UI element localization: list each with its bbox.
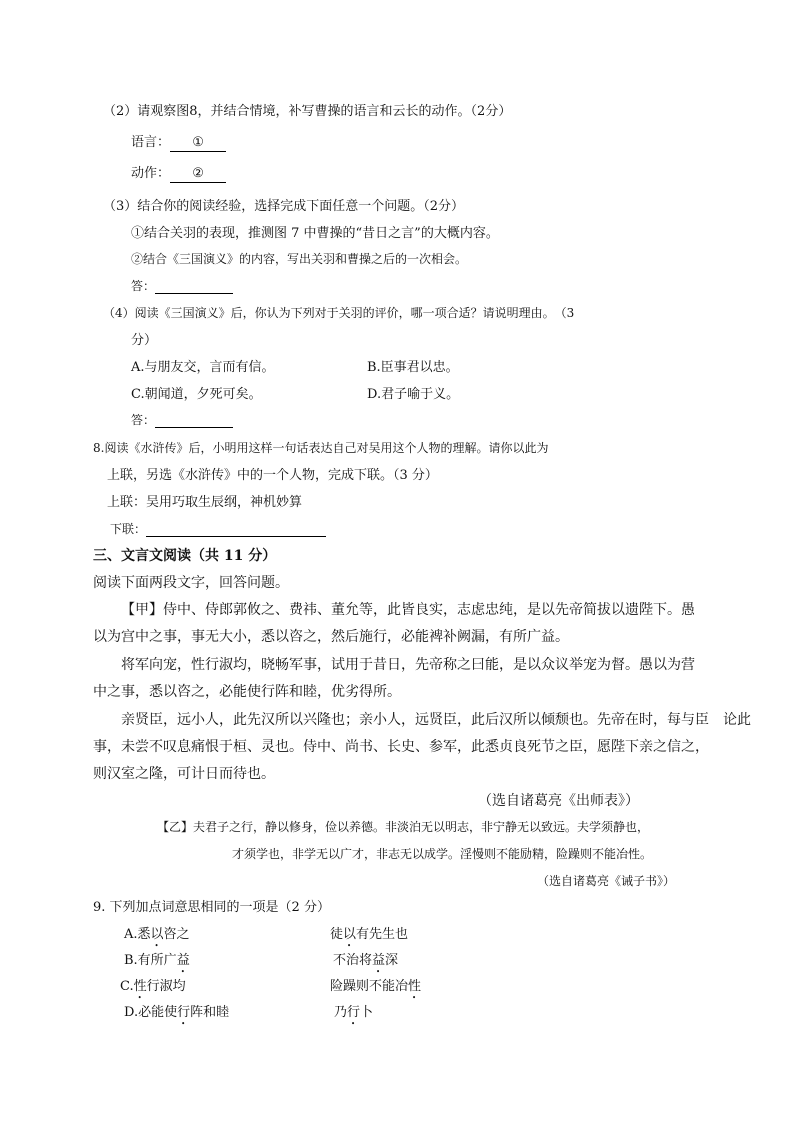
q8-line2: 上联，另选《水浒传》中的一个人物，完成下联。（3 分） [107,468,438,483]
q2-language-row [131,135,226,152]
q4-option-b: B.臣事君以忠。 [367,360,459,375]
section3-heading: 三、文言文阅读（共 11 分） [93,548,277,564]
q9-a-left-dotted: 以 [150,927,164,942]
q2-action-blank[interactable]: ② [170,166,226,183]
q9-a-left-text: A.悉 [124,927,151,942]
q9-d-left-text-after: 阵和睦 [190,1005,230,1020]
q3-option-2: ②结合《三国演义》的内容，写出关羽和曹操之后的一次相会。 [131,252,468,266]
q9-d-right-text-after: 卜 [360,1005,374,1020]
q9-c-right-dotted: 性 [408,979,422,994]
q9-b-left-text: B.有所广 [124,953,177,968]
q9-a-right-text-after: 有先生也 [356,927,409,942]
q9-c-left-dotted: 性 [133,979,147,994]
q9-option-a-right [330,927,408,950]
q4-option-c: C.朝闻道，夕死可矣。 [131,387,262,402]
q2-prompt: （2）请观察图8，并结合情境，补写曹操的语言和云长的动作。（2分） [103,104,512,119]
q2-language-blank[interactable]: ① [170,135,226,152]
q9-option-b-right [333,953,398,976]
q9-option-d-left [124,1005,229,1028]
section3-instruction: 阅读下面两段文字，回答问题。 [93,575,289,591]
q4-option-a: A.与朋友交，言而有信。 [131,360,275,375]
q8-lower-label: 下联： [110,522,147,536]
jia-p1-line1: 【甲】侍中、侍郎郭攸之、费祎、董允等，此皆良实，志虑忠纯，是以先帝简拔以遗陛下。愚 [121,602,695,618]
jia-p3-line1: 亲贤臣，远小人，此先汉所以兴隆也；亲小人，远贤臣，此后汉所以倾颓也。先帝在时，每与臣 论此 [121,712,751,728]
q9-a-left-text-after: 咨之 [163,927,190,942]
q9-d-right-text: 乃 [334,1005,348,1020]
jia-p3-line3: 则汉室之隆，可计日而待也。 [93,766,275,782]
jia-p1-line2: 以为宫中之事，事无大小，悉以咨之，然后施行，必能裨补阙漏，有所广益。 [93,629,569,645]
jia-p3-line2: 事，未尝不叹息痛恨于桓、灵也。侍中、尚书、长史、参军，此悉贞良死节之臣，愿陛下亲之信之， [93,739,709,755]
q9-d-right-dotted: 行 [347,1005,361,1020]
q9-prompt: 9. 下列加点词意思相同的一项是（2 分） [93,900,330,915]
jia-p2-line1: 将军向宠，性行淑均，晓畅军事，试用于昔日，先帝称之曰能，是以众议举宠为督。愚以为营 [121,657,695,673]
q4-answer-blank[interactable] [155,413,233,428]
q2-action-row [131,166,226,183]
q8-lower-row [110,522,326,537]
q4-prompt-line2: 分） [131,333,158,348]
q9-b-right-dotted: 益 [372,953,386,968]
q2-action-label: 动作： [131,166,171,181]
q8-line1: 8.阅读《水浒传》后，小明用这样一句话表达自己对吴用这个人物的理解。请你以此为 [93,441,549,455]
q9-option-c-left [120,979,186,1002]
jia-source: （选自诸葛亮《出师表》） [478,793,639,809]
q9-option-d-right [334,1005,373,1028]
q9-b-right-text-after: 深 [385,953,399,968]
q9-a-right-text: 徒 [330,927,344,942]
q3-answer-row [131,279,233,294]
q3-option-1: ①结合关羽的表现，推测图 7 中曹操的“昔日之言”的大概内容。 [131,226,499,241]
q8-lower-blank[interactable] [146,522,326,537]
yi-source: （选自诸葛亮《诫子书》） [537,874,676,888]
q9-option-b-left [124,953,190,976]
q9-option-c-right [330,979,421,1002]
q9-d-left-text: D.必能使 [124,1005,178,1020]
q4-option-d: D.君子喻于义。 [367,387,460,402]
q4-prompt-line1: （4）阅读《三国演义》后，你认为下列对于关羽的评价，哪一项合适？请说明理由。 （3 [103,306,575,320]
q4-answer-row [131,413,233,428]
q3-answer-blank[interactable] [155,279,233,294]
q2-language-label: 语言： [131,135,171,150]
q3-prompt: （3）结合你的阅读经验，选择完成下面任意一个问题。（2分） [103,199,465,214]
q9-a-right-dotted: 以 [343,927,357,942]
q4-answer-label: 答： [131,413,156,427]
q9-d-left-dotted: 行 [177,1005,191,1020]
q3-answer-label: 答： [131,279,156,293]
q9-b-right-text: 不治将 [333,953,373,968]
q9-b-left-dotted: 益 [176,953,190,968]
q8-upper: 上联：吴用巧取生辰纲，神机妙算 [107,495,303,510]
yi-line1: 【乙】夫君子之行，静以修身，俭以养德。非淡泊无以明志，非宁静无以致远。夫学须静也， [157,820,650,834]
q9-option-a-left [124,927,190,950]
q9-c-right-text: 险躁则不能冶 [330,979,409,994]
q9-c-left-text-after: 行淑均 [146,979,186,994]
yi-line2: 才须学也，非学无以广才，非志无以成学。淫慢则不能励精，险躁则不能冶性。 [232,847,653,861]
q9-c-left-text: C. [120,979,134,994]
jia-p2-line2: 中之事，悉以咨之，必能使行阵和睦，优劣得所。 [93,684,401,700]
